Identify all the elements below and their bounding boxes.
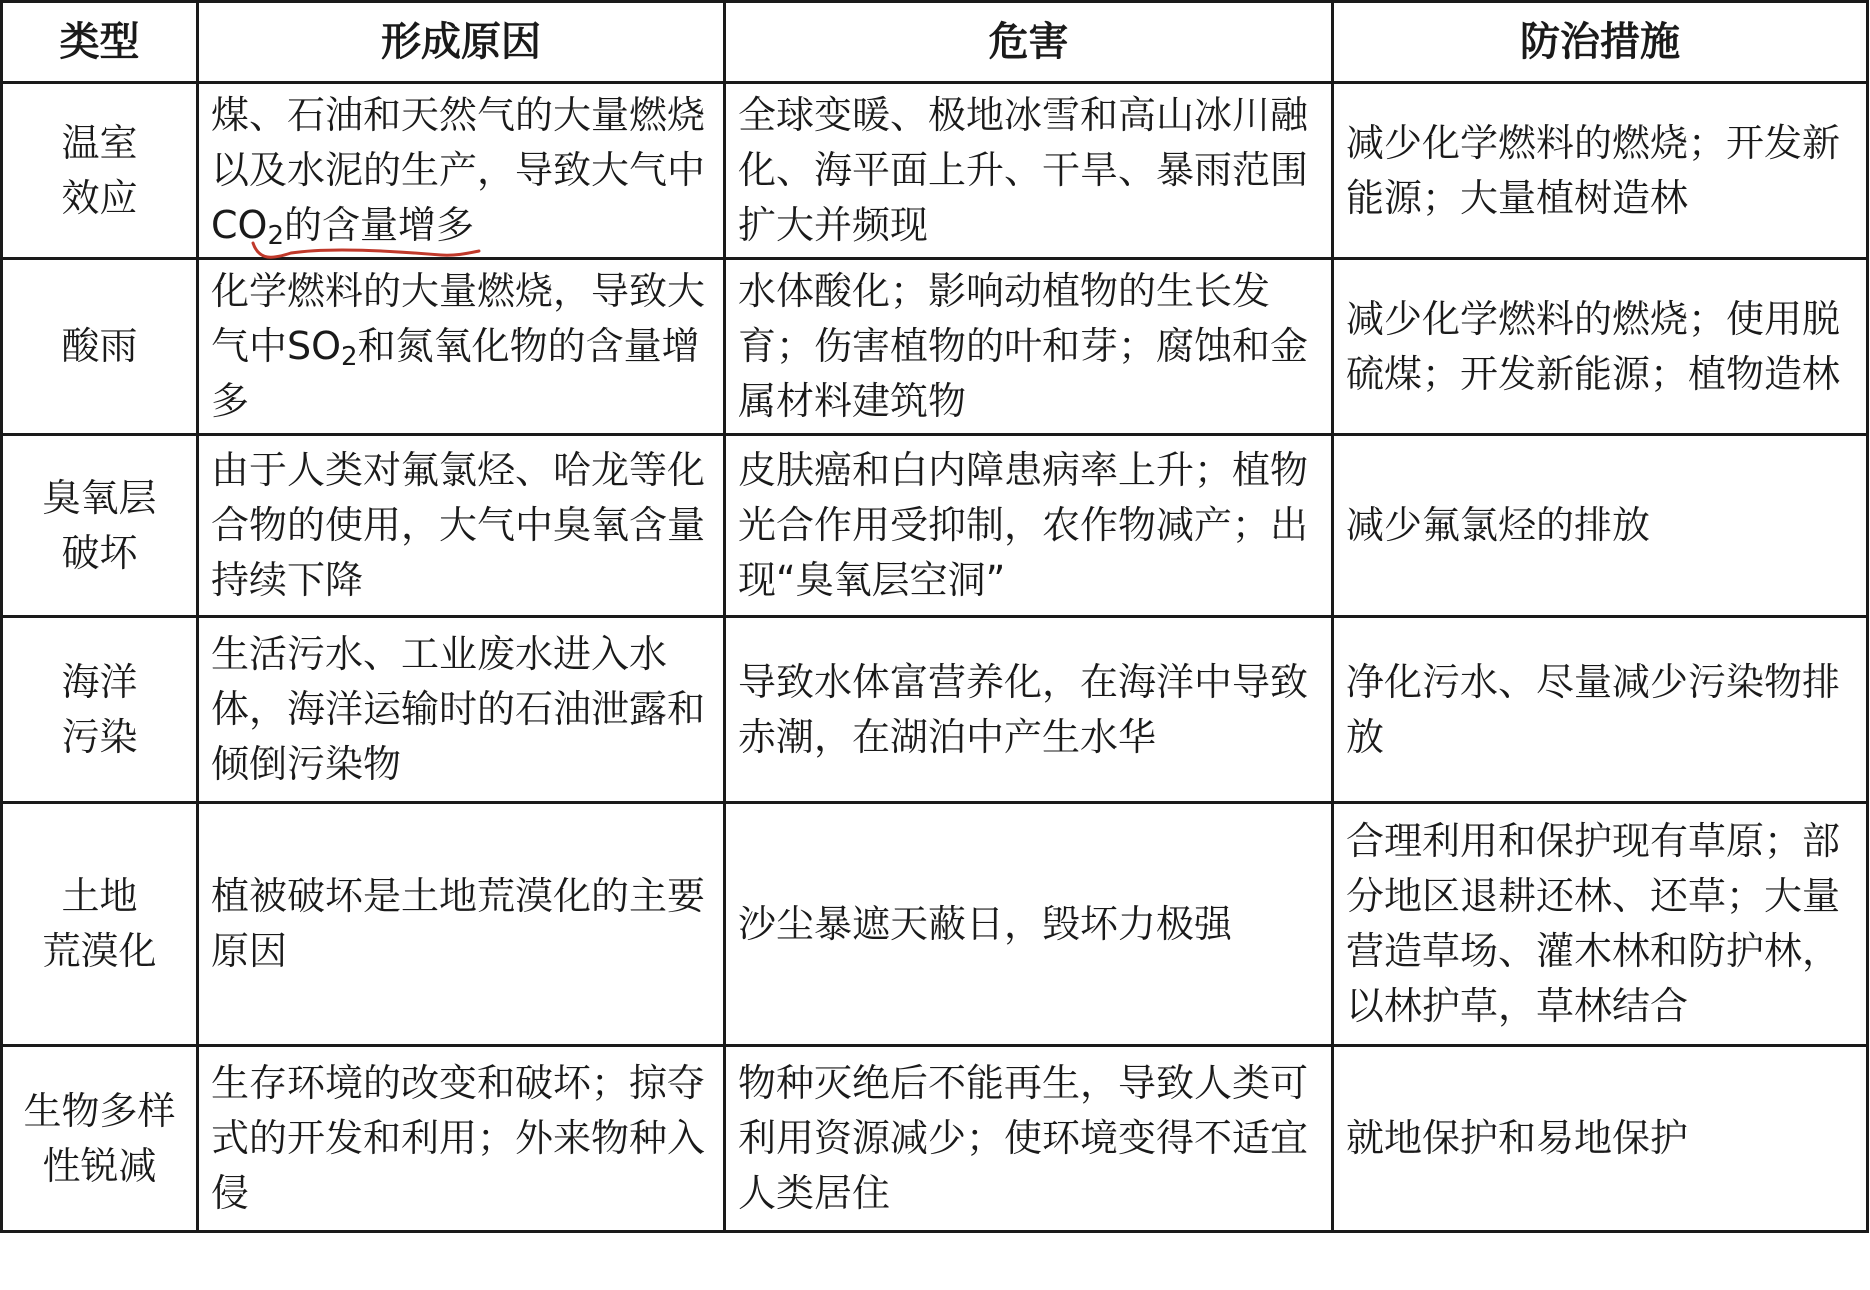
cause-text: 化学燃料的大量燃烧，导致大气中SO xyxy=(211,269,706,368)
type-cell xyxy=(2,259,198,435)
table-row xyxy=(2,259,1868,435)
type-label: 温室 xyxy=(61,120,138,165)
type-label: 海洋 xyxy=(61,659,138,704)
type-cell xyxy=(2,1046,198,1232)
harm-cell: 全球变暖、极地冰雪和高山冰川融化、海平面上升、干旱、暴雨范围扩大并频现 xyxy=(725,83,1333,259)
table-row xyxy=(2,83,1868,259)
measure-cell: 减少氟氯烃的排放 xyxy=(1333,435,1868,617)
harm-cell: 物种灭绝后不能再生，导致人类可利用资源减少；使环境变得不适宜人类居住 xyxy=(725,1046,1333,1232)
header-type: 类型 xyxy=(2,2,198,83)
header-row xyxy=(2,2,1868,83)
type-cell xyxy=(2,803,198,1046)
table-row xyxy=(2,1046,1868,1232)
harm-cell: 沙尘暴遮天蔽日，毁坏力极强 xyxy=(725,803,1333,1046)
type-label: 性锐减 xyxy=(42,1143,157,1188)
measure-cell: 减少化学燃料的燃烧；使用脱硫煤；开发新能源；植物造林 xyxy=(1333,259,1868,435)
type-label: 生物多样 xyxy=(23,1088,176,1133)
cause-text: 煤、石油和天然气的大量燃烧以及水泥的生产，导致大气中CO xyxy=(211,93,706,247)
cause-cell: 植被破坏是土地荒漠化的主要原因 xyxy=(198,803,725,1046)
harm-cell: 导致水体富营养化，在海洋中导致赤潮，在湖泊中产生水华 xyxy=(725,617,1333,803)
type-label: 荒漠化 xyxy=(42,929,157,973)
measure-cell: 减少化学燃料的燃烧；开发新能源；大量植树造林 xyxy=(1333,83,1868,259)
type-cell xyxy=(2,83,198,259)
type-cell xyxy=(2,435,198,617)
table-row xyxy=(2,435,1868,617)
table-row xyxy=(2,803,1868,1046)
table-row xyxy=(2,617,1868,803)
harm-cell: 皮肤癌和白内障患病率上升；植物光合作用受抑制，农作物减产；出现“臭氧层空洞” xyxy=(725,435,1333,617)
type-label: 土地 xyxy=(61,874,138,918)
type-label: 破坏 xyxy=(61,530,138,575)
type-cell xyxy=(2,617,198,803)
header-measure: 防治措施 xyxy=(1333,2,1868,83)
cause-text: 和氮氧化物的含量增多 xyxy=(211,324,700,423)
header-cause: 形成原因 xyxy=(198,2,725,83)
cause-cell xyxy=(198,259,725,435)
subscript: 2 xyxy=(267,221,284,251)
cause-cell: 生存环境的改变和破坏；掠夺式的开发和利用；外来物种入侵 xyxy=(198,1046,725,1232)
header-harm: 危害 xyxy=(725,2,1333,83)
type-label: 效应 xyxy=(61,175,138,220)
cause-text: 的含量增多 xyxy=(284,203,475,247)
type-label: 酸雨 xyxy=(61,324,138,368)
measure-cell: 合理利用和保护现有草原；部分地区退耕还林、还草；大量营造草场、灌木林和防护林，以林护草，草林结合 xyxy=(1333,803,1868,1046)
cause-cell xyxy=(198,83,725,259)
harm-cell: 水体酸化；影响动植物的生长发育；伤害植物的叶和芽；腐蚀和金属材料建筑物 xyxy=(725,259,1333,435)
type-label: 臭氧层 xyxy=(42,475,157,520)
measure-cell: 就地保护和易地保护 xyxy=(1333,1046,1868,1232)
type-label: 污染 xyxy=(61,714,138,759)
cause-cell: 生活污水、工业废水进入水体，海洋运输时的石油泄露和倾倒污染物 xyxy=(198,617,725,803)
cause-cell: 由于人类对氟氯烃、哈龙等化合物的使用，大气中臭氧含量持续下降 xyxy=(198,435,725,617)
subscript: 2 xyxy=(341,342,358,372)
measure-cell: 净化污水、尽量减少污染物排放 xyxy=(1333,617,1868,803)
